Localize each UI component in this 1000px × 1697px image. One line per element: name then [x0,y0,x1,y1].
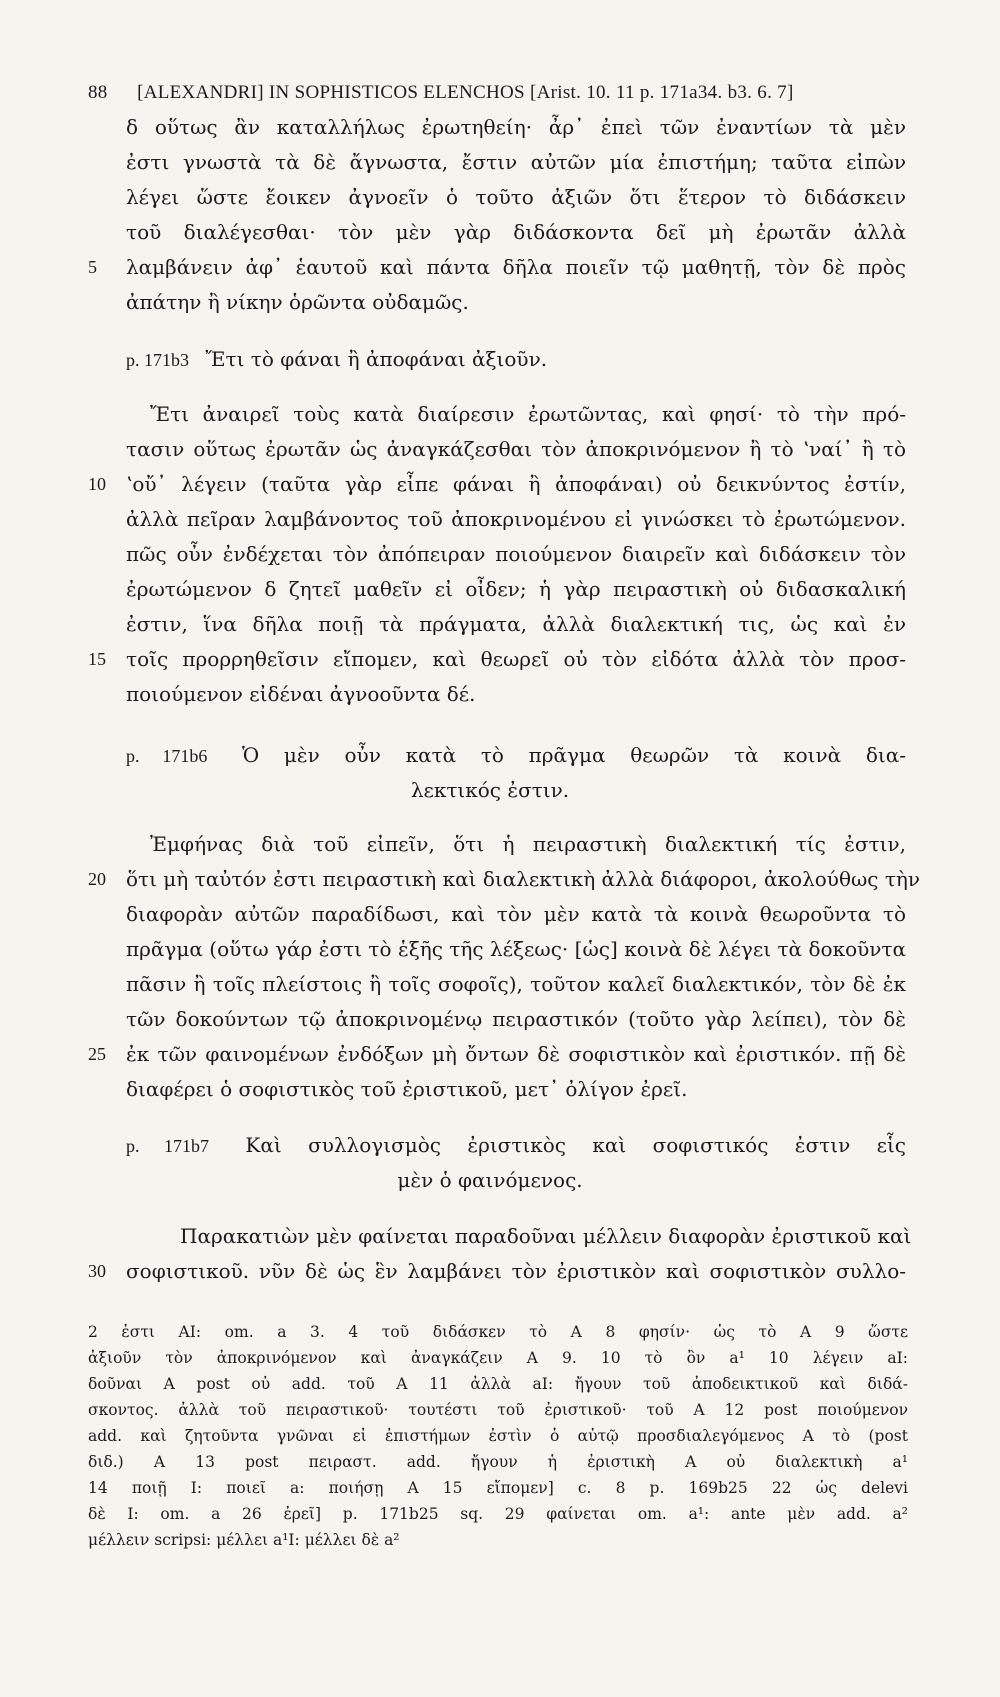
lemma-heading [126,345,906,374]
text-line: ἐστι γνωστὰ τὰ δὲ ἄγνωστα, ἔστιν αὐτῶν μία ἐπιστήμη; ταῦτα εἰπὼν [126,150,906,174]
lemma-text: Ἔτι τὸ φάναι ἢ ἀποφάναι ἀξιοῦν. [205,347,548,371]
lemma-text: Καὶ συλλογισμὸς ἐριστικὸς καὶ σοφιστικός ἐστιν εἷς [245,1133,907,1157]
apparatus-line: ἀξιοῦν τὸν ἀποκρινόμενον καὶ ἀναγκάζειν A 9. 10 τὸ ὂν a¹ 10 λέγειν aI: [88,1349,908,1367]
page-number: 88 [88,82,108,103]
running-header [88,82,908,104]
line-number: 5 [88,257,97,277]
apparatus-line: 2 ἐστι AI: om. a 3. 4 τοῦ διδάσκεν τὸ A 8 φησίν· ὡς τὸ A 9 ὥστε [88,1323,908,1341]
line-number: 30 [88,1261,106,1281]
text-line: Παρακατιὼν μὲν φαίνεται παραδοῦναι μέλλειν διαφορὰν ἐριστικοῦ καὶ [180,1224,912,1248]
text-line: ἐκ τῶν φαινομένων ἐνδόξων μὴ ὄντων δὲ σοφιστικὸν καὶ ἐριστικόν. πῇ δὲ [126,1042,906,1066]
text-line: λαμβάνειν ἀφ᾽ ἑαυτοῦ καὶ πάντα δῆλα ποιεῖν τῷ μαθητῇ, τὸν δὲ πρὸς [126,255,906,279]
text-line: λέγει ὥστε ἔοικεν ἀγνοεῖν ὁ τοῦτο ἀξιῶν ὅτι ἕτερον τὸ διδάσκειν [126,185,906,209]
lemma-reference: p. 171b7 [126,1136,210,1156]
apparatus-line: 14 ποιῇ I: ποιεῖ a: ποιήσῃ A 15 εἴπομεν] c. 8 p. 169b25 22 ὡς delevi [88,1479,908,1497]
text-line: πρᾶγμα (οὕτω γάρ ἐστι τὸ ἑξῆς τῆς λέξεως· [ὡς] κοινὰ δὲ λέγει τὰ δοκοῦντα [126,937,906,961]
text-line: δ οὕτως ἂν καταλλήλως ἐρωτηθείη· ἆρ᾽ ἐπεὶ τῶν ἐναντίων τὰ μὲν [126,115,906,139]
text-line: Ἐμφήνας διὰ τοῦ εἰπεῖν, ὅτι ἡ πειραστικὴ διαλεκτική τίς ἐστιν, [150,832,906,856]
apparatus-line: add. καὶ ζητοῦντα γνῶναι εἰ ἐπιστήμων ἐστὶν ὁ αὐτῷ προσδιαλεγόμενος A τὸ (post [88,1427,908,1445]
lemma-reference: p. 171b6 [126,746,208,766]
text-line: διαφέρει ὁ σοφιστικὸς τοῦ ἐριστικοῦ, μετ᾽ ὀλίγον ἐρεῖ. [126,1077,688,1101]
text-line: ποιούμενον εἰδέναι ἀγνοοῦντα δέ. [126,682,476,706]
text-line: τοῖς προρρηθεῖσιν εἴπομεν, καὶ θεωρεῖ οὐ τὸν εἰδότα ἀλλὰ τὸν προσ- [126,647,906,671]
apparatus-line: σκοντος. ἀλλὰ τοῦ πειραστικοῦ· τουτέστι τοῦ ἐριστικοῦ· τοῦ A 12 post ποιούμενον [88,1401,908,1419]
text-line: ἀλλὰ πεῖραν λαμβάνοντος τοῦ ἀποκρινομένου εἰ γινώσκει τὸ ἐρωτώμενον. [126,507,906,531]
text-line: ὅτι μὴ ταὐτόν ἐστι πειραστικὴ καὶ διαλεκτικὴ ἀλλὰ διάφοροι, ἀκολούθως τὴν [126,867,921,891]
apparatus-line: δοῦναι A post οὐ add. τοῦ A 11 ἀλλὰ aI: ἤγουν τοῦ ἀποδεικτικοῦ καὶ διδά- [88,1375,908,1393]
lemma-text-continued: λεκτικός ἐστιν. [410,778,570,802]
text-line: πᾶσιν ἢ τοῖς πλείστοις ἢ τοῖς σοφοῖς), τοῦτον καλεῖ διαλεκτικόν, τὸν δὲ ἐκ [126,972,906,996]
text-line: διαφορὰν αὐτῶν παραδίδωσι, καὶ τὸν μὲν κατὰ τὰ κοινὰ θεωροῦντα τὸ [126,902,906,926]
apparatus-line: μέλλειν scripsi: μέλλει a¹I: μέλλει δὲ a² [88,1531,400,1549]
line-number: 25 [88,1044,106,1064]
text-line: σοφιστικοῦ. νῦν δὲ ὡς ἓν λαμβάνει τὸν ἐριστικὸν καὶ σοφιστικὸν συλλο- [126,1259,906,1283]
apparatus-line: δὲ I: om. a 26 ἐρεῖ] p. 171b25 sq. 29 φαίνεται om. a¹: ante μὲν add. a² [88,1505,908,1523]
text-line: τασιν οὕτως ἐρωτᾶν ὡς ἀναγκάζεσθαι τὸν ἀποκρινόμενον ἢ τὸ ʽναί᾽ ἢ τὸ [126,437,906,461]
text-line: ʽοὔ᾽ λέγειν (ταῦτα γὰρ εἶπε φάναι ἢ ἀποφάναι) οὐ δεικνύντος ἐστίν, [126,472,906,496]
text-line: ἀπάτην ἢ νίκην ὁρῶντα οὐδαμῶς. [126,290,469,314]
text-line: τῶν δοκούντων τῷ ἀποκρινομένῳ πειραστικόν (τοῦτο γὰρ λείπει), τὸν δὲ [126,1007,906,1031]
line-number: 20 [88,869,106,889]
lemma-heading [126,1131,906,1160]
lemma-text-continued: μὲν ὁ φαινόμενος. [397,1168,583,1192]
line-number: 10 [88,474,106,494]
lemma-reference: p. 171b3 [126,350,189,370]
lemma-text: Ὁ μὲν οὖν κατὰ τὸ πρᾶγμα θεωρῶν τὰ κοινὰ δια- [242,743,906,767]
text-line: τοῦ διαλέγεσθαι· τὸν μὲν γὰρ διδάσκοντα δεῖ μὴ ἐρωτᾶν ἀλλὰ [126,220,906,244]
text-line: πῶς οὖν ἐνδέχεται τὸν ἀπόπειραν ποιούμενον διαιρεῖν καὶ διδάσκειν τὸν [126,542,906,566]
line-number: 15 [88,649,106,669]
lemma-heading [126,741,906,770]
text-line: ἐστιν, ἵνα δῆλα ποιῇ τὰ πράγματα, ἀλλὰ διαλεκτική τις, ὡς καὶ ἐν [126,612,906,636]
text-line: Ἔτι ἀναιρεῖ τοὺς κατὰ διαίρεσιν ἐρωτῶντας, καὶ φησί· τὸ τὴν πρό- [150,402,906,426]
running-title: [ALEXANDRI] IN SOPHISTICOS ELENCHOS [Arist. 10. 11 p. 171a34. b3. 6. 7] [137,82,794,103]
text-line: ἐρωτώμενον δ ζητεῖ μαθεῖν εἰ οἶδεν; ἡ γὰρ πειραστικὴ οὐ διδασκαλική [126,577,906,601]
apparatus-line: διδ.) A 13 post πειραστ. add. ἤγουν ἡ ἐριστικὴ A οὐ διαλεκτικὴ a¹ [88,1453,908,1471]
